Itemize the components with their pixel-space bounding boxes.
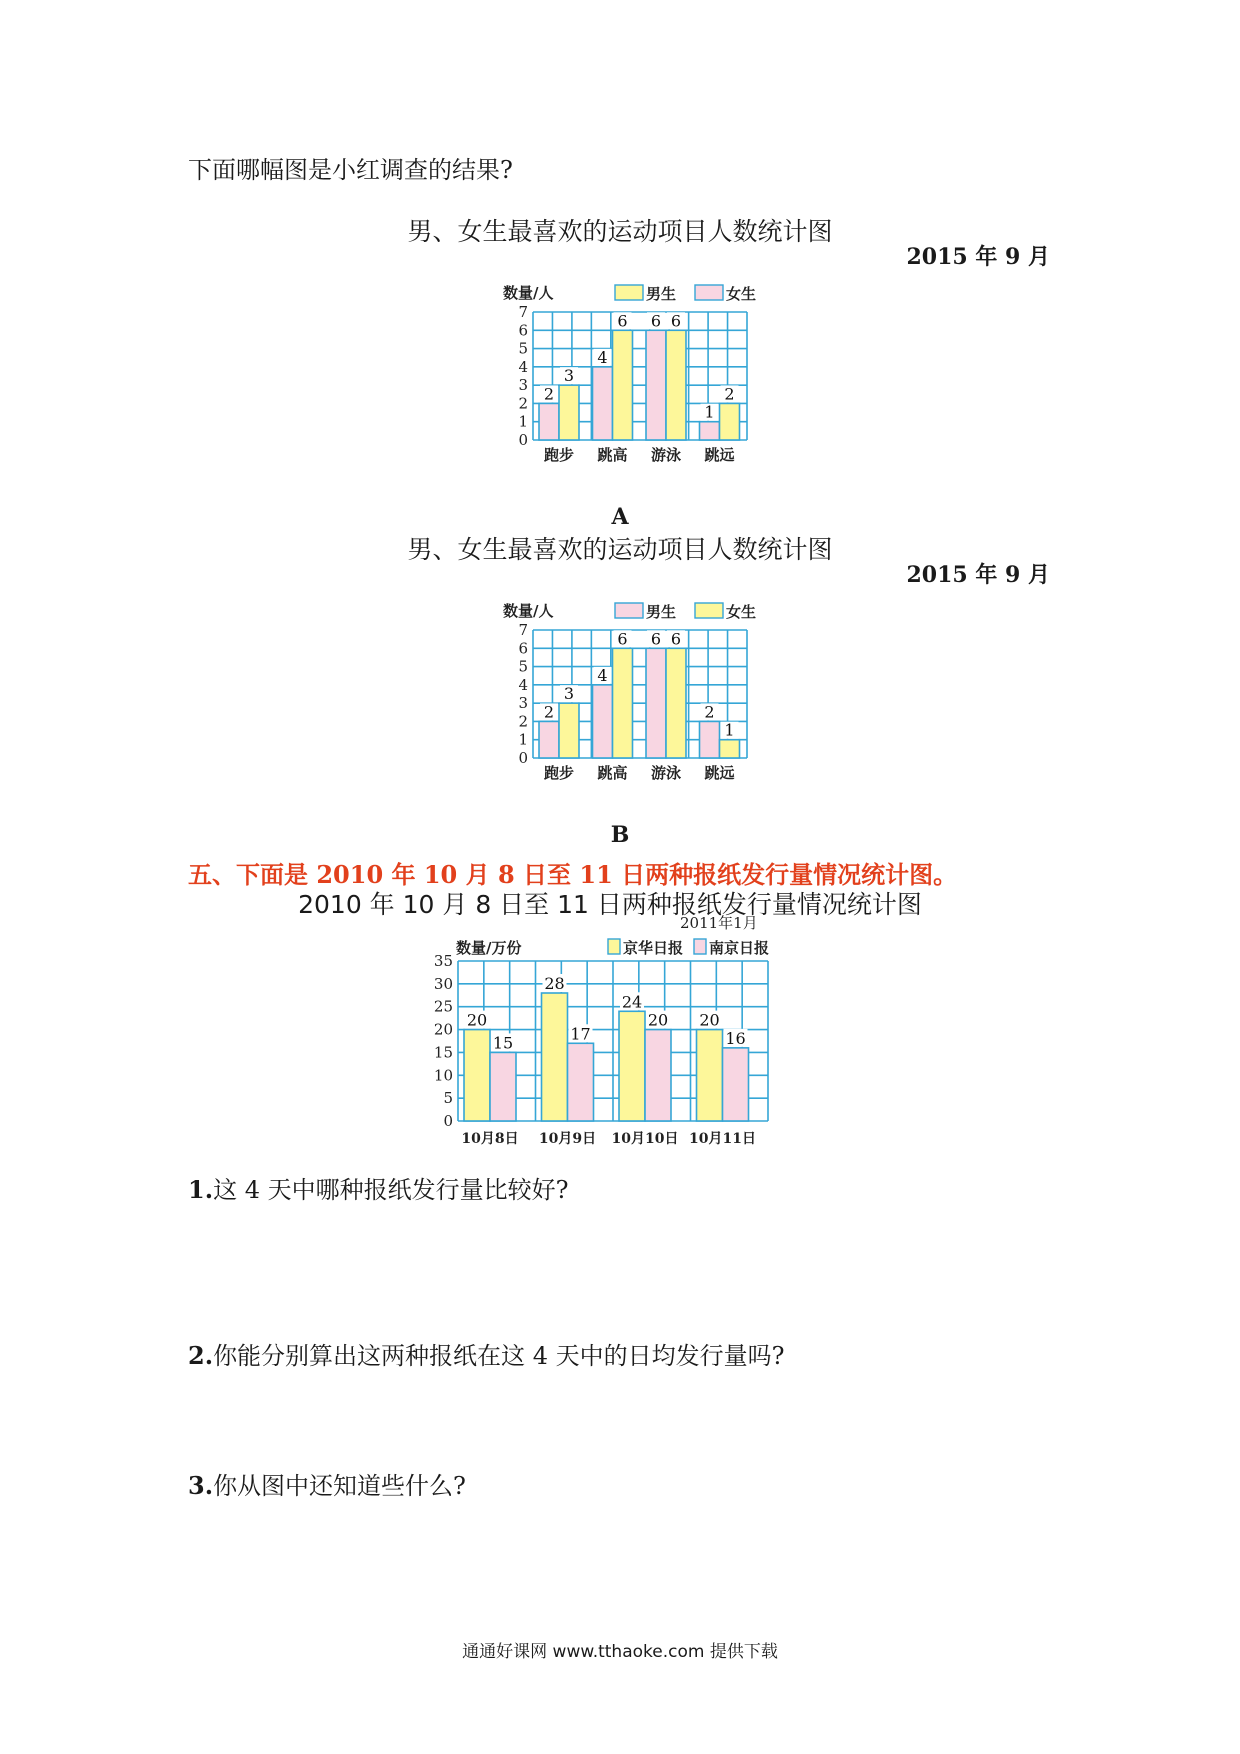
option-b-label: B	[610, 822, 630, 848]
legend-swatch	[695, 603, 723, 618]
legend-label: 男生	[646, 285, 677, 303]
x-tick-label: 10月9日	[538, 1131, 597, 1147]
data-label: 6	[617, 629, 628, 649]
data-label: 2	[724, 384, 735, 404]
bar	[666, 648, 686, 758]
x-tick-label: 10月8日	[461, 1131, 519, 1147]
x-tick-label: 跳高	[597, 764, 628, 782]
option-a-label: A	[611, 504, 629, 530]
data-label: 1	[704, 402, 715, 422]
chart-b-date: 2015 年 9 月	[906, 562, 1050, 588]
bar	[723, 1048, 749, 1121]
bar	[559, 703, 579, 758]
bar	[666, 330, 686, 440]
y-tick-label: 2	[518, 712, 528, 731]
bar	[697, 1030, 723, 1121]
data-label: 16	[725, 1028, 746, 1048]
data-label: 2	[704, 702, 715, 722]
legend-label: 京华日报	[623, 939, 684, 957]
data-label: 6	[670, 629, 682, 649]
bar	[700, 721, 720, 758]
data-label: 2	[543, 702, 555, 722]
data-label: 15	[492, 1033, 514, 1053]
y-tick-label: 4	[518, 357, 528, 376]
x-tick-label: 游泳	[650, 764, 682, 782]
data-label: 24	[621, 992, 643, 1012]
y-axis-label: 数量/万份	[456, 939, 522, 957]
chart-a-date: 2015 年 9 月	[906, 244, 1050, 270]
legend-label: 女生	[726, 603, 757, 621]
legend-swatch	[615, 603, 643, 618]
data-label: 20	[699, 1010, 720, 1030]
question-1-text: 这 4 天中哪种报纸发行量比较好?	[213, 1176, 569, 1204]
y-tick-label: 7	[518, 621, 528, 639]
y-tick-label: 5	[518, 339, 528, 358]
y-tick-label: 0	[518, 431, 528, 449]
y-tick-label: 5	[443, 1089, 453, 1108]
x-tick-label: 跑步	[543, 764, 575, 782]
data-label: 2	[543, 384, 555, 404]
bar	[720, 740, 740, 758]
y-tick-label: 1	[518, 412, 528, 431]
question-1	[188, 1170, 568, 1205]
chart-a-title: 男、女生最喜欢的运动项目人数统计图	[407, 217, 833, 246]
question-3	[188, 1466, 466, 1501]
y-tick-label: 20	[433, 1020, 453, 1039]
bar	[539, 721, 559, 758]
footer-credit: 通通好课网 www.tthaoke.com 提供下载	[462, 1642, 778, 1662]
bar	[613, 648, 633, 758]
y-tick-label: 15	[433, 1043, 453, 1062]
x-tick-label: 跳高	[597, 446, 628, 464]
bar	[646, 330, 666, 440]
bar	[645, 1030, 671, 1121]
data-label: 1	[724, 720, 735, 740]
data-label: 28	[544, 974, 565, 993]
x-tick-label: 游泳	[650, 446, 682, 464]
question-2	[188, 1336, 784, 1371]
bar	[464, 1030, 490, 1121]
legend-label: 南京日报	[709, 939, 770, 957]
bar	[613, 330, 633, 440]
data-label: 20	[466, 1010, 488, 1030]
bar	[593, 685, 613, 758]
chart-date: 2011年1月	[680, 914, 758, 932]
chart-b	[495, 594, 765, 804]
data-label: 6	[650, 311, 662, 331]
bar	[646, 648, 666, 758]
data-label: 3	[563, 684, 575, 704]
y-axis-label: 数量/人	[503, 602, 554, 620]
bar	[490, 1052, 516, 1121]
data-label: 3	[563, 366, 575, 386]
y-tick-label: 35	[433, 952, 453, 970]
y-tick-label: 30	[433, 974, 453, 993]
bar	[593, 367, 613, 440]
question-1-number: 1.	[188, 1175, 214, 1204]
x-tick-label: 跳远	[704, 764, 735, 782]
chart-a	[495, 276, 765, 488]
y-tick-label: 7	[518, 303, 528, 321]
bar	[619, 1011, 645, 1121]
legend-swatch	[608, 939, 620, 954]
section-five-heading: 五、下面是 2010 年 10 月 8 日至 11 日两种报纸发行量情况统计图。	[188, 860, 958, 889]
legend-swatch	[695, 285, 723, 300]
data-label: 17	[570, 1024, 591, 1044]
y-tick-label: 2	[518, 394, 528, 413]
bar	[559, 385, 579, 440]
y-axis-label: 数量/人	[503, 284, 554, 302]
y-tick-label: 4	[518, 675, 528, 694]
question-3-number: 3.	[188, 1471, 214, 1500]
data-label: 6	[617, 311, 628, 331]
data-label: 4	[597, 347, 608, 367]
y-tick-label: 10	[433, 1066, 453, 1085]
y-tick-label: 25	[433, 997, 453, 1016]
y-tick-label: 0	[518, 749, 528, 767]
bar	[539, 403, 559, 440]
y-tick-label: 1	[518, 730, 528, 749]
question-3-text: 你从图中还知道些什么?	[213, 1472, 466, 1500]
y-tick-label: 3	[518, 694, 528, 713]
bar	[720, 403, 740, 440]
legend-swatch	[694, 939, 706, 954]
y-tick-label: 3	[518, 376, 528, 395]
intro-question: 下面哪幅图是小红调查的结果?	[188, 156, 513, 184]
chart-c-title: 2010 年 10 月 8 日至 11 日两种报纸发行量情况统计图	[298, 890, 922, 919]
chart-c	[420, 908, 820, 1166]
legend-label: 女生	[726, 285, 757, 303]
y-tick-label: 5	[518, 657, 528, 676]
bar	[542, 993, 568, 1121]
chart-b-title: 男、女生最喜欢的运动项目人数统计图	[407, 535, 833, 564]
data-label: 6	[670, 311, 682, 331]
y-tick-label: 6	[518, 639, 528, 658]
legend-swatch	[615, 285, 643, 300]
question-2-text: 你能分别算出这两种报纸在这 4 天中的日均发行量吗?	[213, 1342, 785, 1370]
question-2-number: 2.	[188, 1341, 214, 1370]
bar	[568, 1043, 594, 1121]
bar	[700, 422, 720, 440]
data-label: 6	[650, 629, 662, 649]
x-tick-label: 跑步	[543, 446, 575, 464]
data-label: 4	[597, 665, 608, 685]
x-tick-label: 跳远	[704, 446, 735, 464]
data-label: 20	[647, 1010, 669, 1030]
x-tick-label: 10月10日	[611, 1131, 679, 1147]
y-tick-label: 0	[443, 1112, 453, 1130]
legend-label: 男生	[646, 603, 677, 621]
y-tick-label: 6	[518, 321, 528, 340]
x-tick-label: 10月11日	[689, 1131, 756, 1147]
